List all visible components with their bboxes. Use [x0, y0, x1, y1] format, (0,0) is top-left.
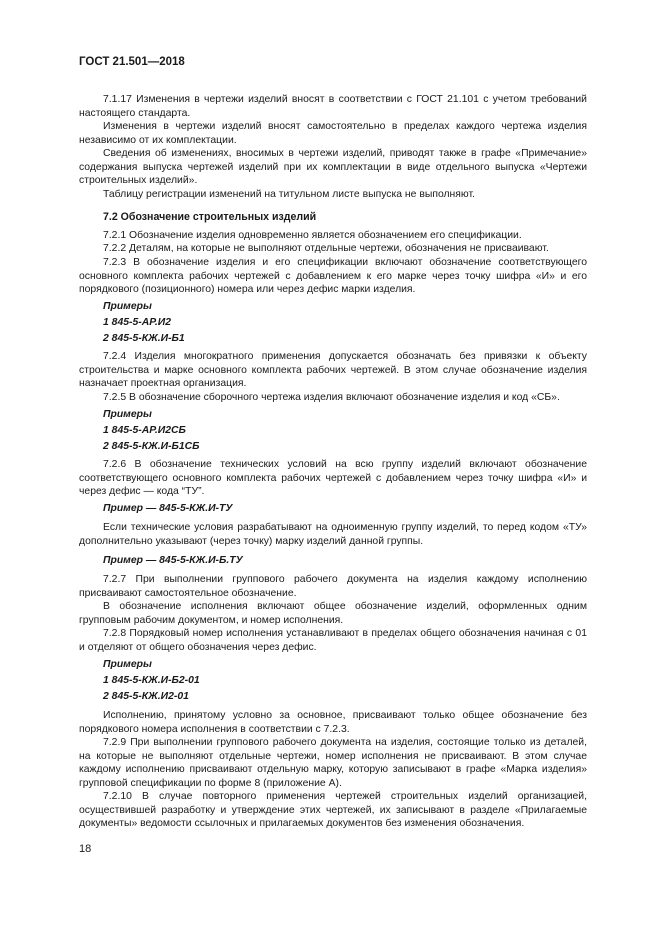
paragraph-7-2-8: 7.2.8 Порядковый номер исполнения устанавливают в пределах общего обозначения начиная с 01 и отделяют от общего обозначения через дефис. — [79, 628, 587, 653]
paragraph: Если технические условия разрабатывают на одноименную группу изделий, то перед кодом «ТУ» дополнительно указывают (через точку) марку изделий данной группы. — [79, 522, 587, 547]
examples-title: Примеры — [103, 301, 152, 312]
paragraph-7-2-7: 7.2.7 При выполнении группового рабочего документа на изделия каждому исполнению присваивают самостоятельное обозначение. — [79, 574, 587, 599]
examples-title: Примеры — [103, 409, 152, 420]
paragraph: Исполнению, принятому условно за основное, присваивают только общее обозначение без порядкового номера исполнения в соответствии с 7.2.3. — [79, 710, 587, 735]
paragraph-7-2-9: 7.2.9 При выполнении группового рабочего документа на изделия, состоящие только из деталей, на которые не выполняют отдельные чертежи, номер исполнения не присваивают. В этом случае каждому исполнению присваивают отдельную марку, которую записывают в графе «Марка изделия» групповой спецификации по форме 8 (приложение А). — [79, 737, 587, 789]
paragraph-7-2-3: 7.2.3 В обозначение изделия и его спецификации включают обозначение соответствующего основного комплекта рабочих чертежей с добавлением к его марке через точку шифра «И» и его порядкового (позиционного) номера или через дефис марки изделия. — [79, 257, 587, 296]
example-code: 1 845-5-КЖ.И-Б2-01 — [103, 675, 200, 686]
examples-title: Примеры — [103, 659, 152, 670]
example-code: 2 845-5-КЖ.И-Б1СБ — [103, 441, 200, 452]
example-code: 2 845-5-КЖ.И-Б1 — [103, 333, 185, 344]
document-header: ГОСТ 21.501—2018 — [79, 56, 185, 68]
example-code: 1 845-5-АР.И2 — [103, 317, 171, 328]
paragraph-7-2-1: 7.2.1 Обозначение изделия одновременно является обозначением его спецификации. — [103, 230, 522, 241]
example-code: Пример — 845-5-КЖ.И-ТУ — [103, 503, 233, 514]
paragraph-7-1-17: 7.1.17 Изменения в чертежи изделий вносят в соответствии с ГОСТ 21.101 с учетом требований настоящего стандарта. — [79, 94, 587, 119]
page-number: 18 — [79, 843, 92, 855]
section-heading-7-2: 7.2 Обозначение строительных изделий — [103, 211, 317, 223]
paragraph: В обозначение исполнения включают общее обозначение изделий, оформленных одним групповым рабочим документом, и номер исполнения. — [79, 601, 587, 626]
paragraph: Изменения в чертежи изделий вносят самостоятельно в пределах каждого чертежа изделия независимо от их комплектации. — [79, 121, 587, 146]
example-code: Пример — 845-5-КЖ.И-Б.ТУ — [103, 555, 243, 566]
example-code: 2 845-5-КЖ.И2-01 — [103, 691, 189, 702]
paragraph: Сведения об изменениях, вносимых в чертежи изделий, приводят также в графе «Примечание» содержания выпуска чертежей изделий при их комплектации в виде отдельного выпуска «Чертежи строительных изделий». — [79, 148, 587, 187]
paragraph-7-2-4: 7.2.4 Изделия многократного применения допускается обозначать без привязки к объекту строительства и марке основного комплекта рабочих чертежей. В этом случае обозначение изделия назначает проектная организация. — [79, 351, 587, 390]
paragraph: Таблицу регистрации изменений на титульном листе выпуска не выполняют. — [103, 189, 475, 200]
paragraph-7-2-2: 7.2.2 Деталям, на которые не выполняют отдельные чертежи, обозначения не присваивают. — [103, 243, 549, 254]
paragraph-7-2-6: 7.2.6 В обозначение технических условий на всю группу изделий включают обозначение соответствующего основного комплекта рабочих чертежей с добавлением через точку шифра «И» и через дефис — кода “ТУ”. — [79, 459, 587, 498]
paragraph-7-2-10: 7.2.10 В случае повторного применения чертежей строительных изделий организацией, осуществившей разработку и утверждение этих чертежей, их записывают в разделе «Прилагаемые документы» ведомости ссылочных и прилагаемых документов без изменения обозначения. — [79, 791, 587, 830]
paragraph-7-2-5: 7.2.5 В обозначение сборочного чертежа изделия включают обозначение изделия и код «СБ». — [103, 392, 560, 403]
example-code: 1 845-5-АР.И2СБ — [103, 425, 186, 436]
